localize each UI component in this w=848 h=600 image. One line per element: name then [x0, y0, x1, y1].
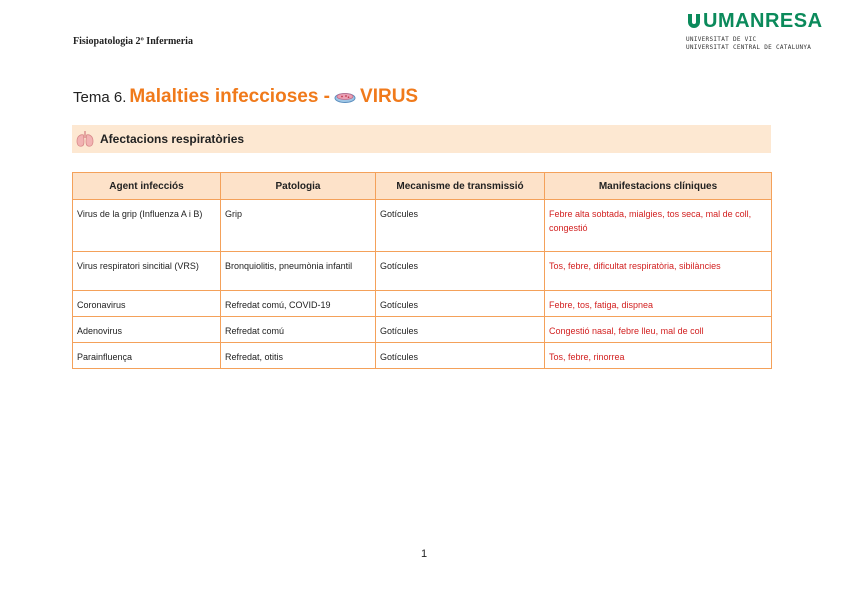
umanresa-logo: [686, 10, 836, 52]
cell-transmission: Gotícules: [376, 317, 545, 343]
cell-manifestations: Febre, tos, fatiga, dispnea: [545, 291, 772, 317]
table-row: [73, 252, 772, 291]
cell-agent: Parainfluença: [73, 343, 221, 369]
section-header: [72, 125, 771, 153]
cell-agent: Coronavirus: [73, 291, 221, 317]
header-pathology: Patologia: [221, 173, 376, 200]
infectious-agents-table: [72, 172, 772, 369]
table-row: [73, 317, 772, 343]
course-header: Fisiopatologia 2º Infermeria: [73, 36, 193, 47]
section-title: Afectacions respiratòries: [100, 132, 245, 146]
page-title: [73, 86, 418, 108]
lungs-icon: [75, 130, 95, 148]
page-number: 1: [421, 548, 428, 560]
logo-u-icon: [686, 13, 702, 29]
cell-transmission: Gotícules: [376, 252, 545, 291]
header-manifestations: Manifestacions clíniques: [545, 173, 772, 200]
table-row: [73, 343, 772, 369]
cell-agent: Virus respiratori sincitial (VRS): [73, 252, 221, 291]
cell-manifestations: Febre alta sobtada, mialgies, tos seca, mal de coll, congestió: [545, 200, 772, 252]
cell-manifestations: Congestió nasal, febre lleu, mal de coll: [545, 317, 772, 343]
logo-line-1: UNIVERSITAT DE VIC: [686, 36, 757, 43]
logo-name: UMANRESA: [703, 10, 823, 32]
table-header-row: [73, 173, 772, 200]
table-row: [73, 200, 772, 252]
cell-agent: Adenovirus: [73, 317, 221, 343]
cell-pathology: Refredat comú: [221, 317, 376, 343]
title-prefix: Tema 6.: [73, 89, 127, 106]
cell-transmission: Gotícules: [376, 200, 545, 252]
logo-line-2: UNIVERSITAT CENTRAL DE CATALUNYA: [686, 44, 812, 51]
cell-pathology: Refredat, otitis: [221, 343, 376, 369]
petri-dish-icon: [334, 90, 356, 104]
header-agent: Agent infecciós: [73, 173, 221, 200]
table-row: [73, 291, 772, 317]
cell-manifestations: Tos, febre, rinorrea: [545, 343, 772, 369]
cell-transmission: Gotícules: [376, 291, 545, 317]
cell-pathology: Bronquiolitis, pneumònia infantil: [221, 252, 376, 291]
cell-agent: Virus de la grip (Influenza A i B): [73, 200, 221, 252]
header-transmission: Mecanisme de transmissió: [376, 173, 545, 200]
cell-manifestations: Tos, febre, dificultat respiratòria, sibilàncies: [545, 252, 772, 291]
cell-pathology: Grip: [221, 200, 376, 252]
cell-pathology: Refredat comú, COVID-19: [221, 291, 376, 317]
title-suffix: VIRUS: [360, 86, 419, 107]
cell-transmission: Gotícules: [376, 343, 545, 369]
title-main: Malalties infeccioses -: [129, 86, 331, 107]
